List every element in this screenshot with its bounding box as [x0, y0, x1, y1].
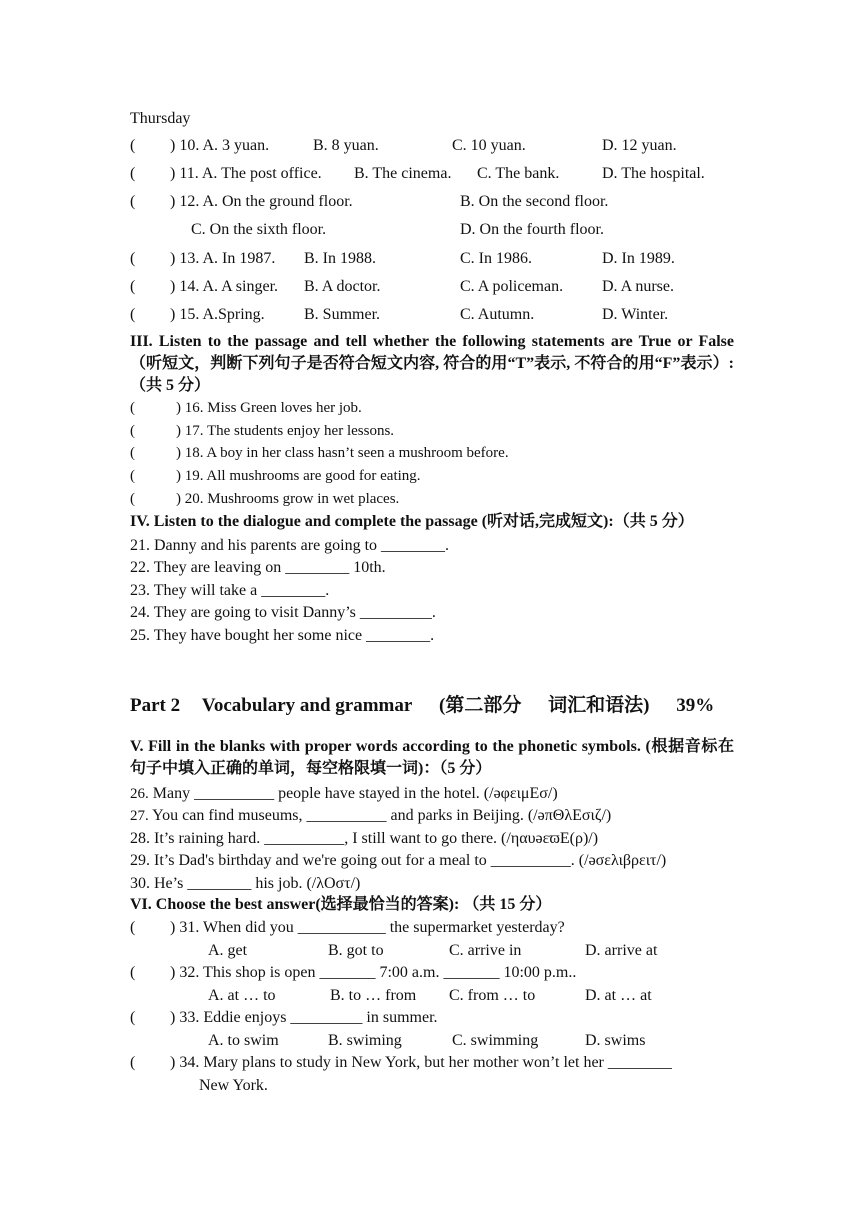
paren-open: (: [130, 306, 136, 323]
q10-option-d: D. 12 yuan.: [602, 137, 677, 154]
part-title-cn: (第二部分: [439, 695, 522, 716]
paren-open: (: [130, 919, 136, 936]
paren-open: (: [130, 1009, 136, 1026]
q11-option-b: B. The cinema.: [354, 165, 452, 182]
item-number: 29.: [130, 852, 150, 869]
q13-option-d: D. In 1989.: [602, 250, 675, 267]
blank-25: 25. They have bought her some nice ________.: [130, 627, 435, 644]
item-number: 26.: [130, 786, 149, 802]
paren-open: (: [130, 1054, 136, 1071]
paren-open: (: [130, 278, 136, 295]
q13-option-b: B. In 1988.: [304, 250, 376, 267]
q14-option-a: ) 14. A. A singer.: [170, 278, 279, 295]
paren-open: (: [130, 400, 135, 416]
part-title: Vocabulary and grammar: [201, 695, 413, 716]
part-2-heading: [130, 690, 714, 717]
q14-option-c: C. A policeman.: [460, 278, 564, 295]
paren-open: (: [130, 468, 135, 484]
blank-23: 23. They will take a ________.: [130, 582, 330, 599]
q15-option-b: B. Summer.: [304, 306, 381, 323]
q31-option-a: A. get: [208, 942, 248, 959]
item-number: 28.: [130, 830, 150, 847]
part-number: Part 2: [130, 695, 181, 716]
statement-17: ) 17. The students enjoy her lessons.: [176, 423, 395, 439]
paren-open: (: [130, 137, 136, 154]
phonetic-28: [130, 829, 598, 849]
statement-19: ) 19. All mushrooms are good for eating.: [176, 468, 421, 484]
paren-open: (: [130, 491, 135, 507]
statement-16: ) 16. Miss Green loves her job.: [176, 400, 362, 416]
q33-option-a: A. to swim: [208, 1032, 279, 1049]
q31-option-d: D. arrive at: [585, 942, 658, 959]
item-number: 27.: [130, 808, 149, 824]
q10-option-b: B. 8 yuan.: [313, 137, 379, 154]
q34-stem: ) 34. Mary plans to study in New York, but her mother won’t let her ________: [170, 1054, 672, 1071]
q11-option-d: D. The hospital.: [602, 165, 705, 182]
q15-option-a: ) 15. A.Spring.: [170, 306, 265, 323]
phonetic-26: [130, 784, 558, 804]
q34-stem-continued: New York.: [199, 1077, 268, 1094]
top-word: Thursday: [130, 110, 191, 127]
statement-20: ) 20. Mushrooms grow in wet places.: [176, 491, 400, 507]
q32-option-a: A. at … to: [208, 987, 276, 1004]
item-text: You can find museums, __________ and parks in Beijing. (/əπΘλΕσιζ/): [148, 807, 612, 824]
q10-option-c: C. 10 yuan.: [452, 137, 526, 154]
paren-open: (: [130, 193, 136, 210]
paren-open: (: [130, 445, 135, 461]
item-text: It’s Dad's birthday and we're going out for a meal to __________. (/əσελιβρειτ/): [150, 852, 667, 869]
q31-option-c: C. arrive in: [449, 942, 522, 959]
q12-option-d: D. On the fourth floor.: [460, 221, 604, 238]
section-4-heading: IV. Listen to the dialogue and complete the passage (听对话,完成短文):（共 5 分）: [130, 513, 694, 530]
part-title-cn-2: 词汇和语法): [548, 695, 650, 716]
q32-option-c: C. from … to: [449, 987, 536, 1004]
q31-option-b: B. got to: [328, 942, 384, 959]
q12-option-a: ) 12. A. On the ground floor.: [170, 193, 353, 210]
paren-open: (: [130, 964, 136, 981]
q31-stem: ) 31. When did you ___________ the supermarket yesterday?: [170, 919, 565, 936]
q33-option-d: D. swims: [585, 1032, 646, 1049]
q11-option-a: ) 11. A. The post office.: [170, 165, 322, 182]
q15-option-c: C. Autumn.: [460, 306, 535, 323]
q12-option-c: C. On the sixth floor.: [191, 221, 327, 238]
q32-option-b: B. to … from: [330, 987, 417, 1004]
q33-option-b: B. swiming: [328, 1032, 402, 1049]
item-text: He’s ________ his job. (/λΟστ/): [150, 875, 361, 892]
section-6-heading: VI. Choose the best answer(选择最恰当的答案): （共 15 分）: [130, 896, 552, 913]
phonetic-29: [130, 851, 666, 871]
item-number: 30.: [130, 875, 150, 892]
q13-option-a: ) 13. A. In 1987.: [170, 250, 276, 267]
q12-option-b: B. On the second floor.: [460, 193, 609, 210]
q32-option-d: D. at … at: [585, 987, 652, 1004]
q14-option-d: D. A nurse.: [602, 278, 674, 295]
blank-24: 24. They are going to visit Danny’s _________.: [130, 604, 436, 621]
part-percent: 39%: [676, 695, 715, 716]
q13-option-c: C. In 1986.: [460, 250, 532, 267]
item-text: Many __________ people have stayed in the hotel. (/əφειμΕσ/): [148, 785, 558, 802]
section-3-heading: III. Listen to the passage and tell whether the following statements are True or False（听短文，判断下列句子是否符合短文内容, 符合的用“T”表示, 不符合的用“F”表示）:（共 5 分）: [130, 333, 734, 394]
paren-open: (: [130, 423, 135, 439]
paren-open: (: [130, 250, 136, 267]
blank-22: 22. They are leaving on ________ 10th.: [130, 559, 386, 576]
q11-option-c: C. The bank.: [477, 165, 560, 182]
q15-option-d: D. Winter.: [602, 306, 669, 323]
q14-option-b: B. A doctor.: [304, 278, 381, 295]
phonetic-30: [130, 874, 360, 894]
q33-stem: ) 33. Eddie enjoys _________ in summer.: [170, 1009, 438, 1026]
paren-open: (: [130, 165, 136, 182]
q32-stem: ) 32. This shop is open _______ 7:00 a.m. _______ 10:00 p.m..: [170, 964, 577, 981]
q33-option-c: C. swimming: [452, 1032, 539, 1049]
blank-21: 21. Danny and his parents are going to ________.: [130, 537, 450, 554]
q10-option-a: ) 10. A. 3 yuan.: [170, 137, 270, 154]
section-5-heading: V. Fill in the blanks with proper words according to the phonetic symbols. (根据音标在句子中填入正确的单词，每空格限填一词)：（5 分）: [130, 738, 734, 777]
phonetic-27: [130, 806, 611, 826]
item-text: It’s raining hard. __________, I still want to go there. (/ηαυəεϖΕ(ρ)/): [150, 830, 599, 847]
statement-18: ) 18. A boy in her class hasn’t seen a mushroom before.: [176, 445, 509, 461]
